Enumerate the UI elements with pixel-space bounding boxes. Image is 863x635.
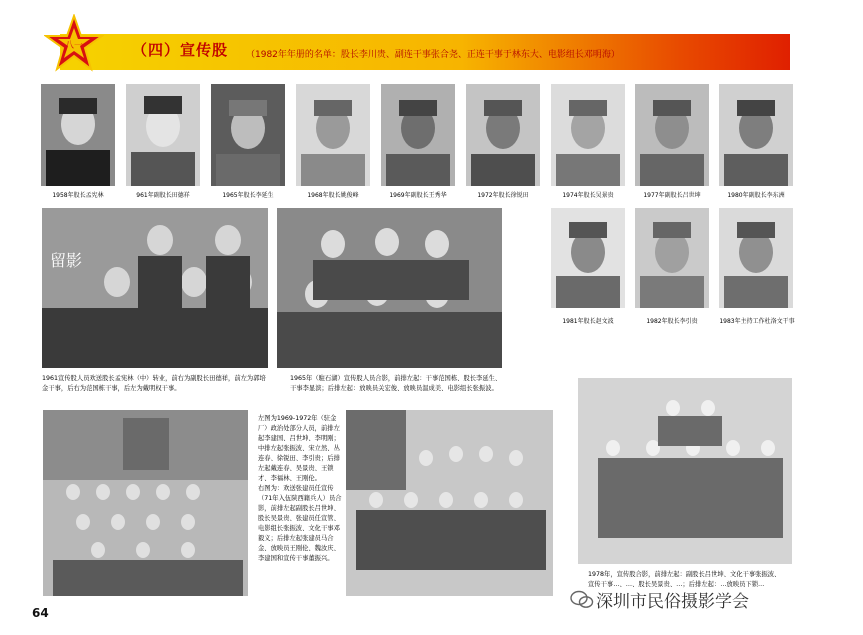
portrait-photo (126, 84, 200, 186)
group-photo-1969-caption-left: 左图为1969-1972年（驻金厂）政治处部分人员，前排左起李建国、吕世坤、李明刚；中排左起张振波、宋立然、丛连春、徐锐田、李引贵；后排左起戴连春、吴景贵、王锁才、李福林、王刚伦。 (258, 415, 340, 482)
portrait-photo (466, 84, 540, 186)
portrait-caption: 1983年主持工作杜洛文干事 (719, 318, 795, 325)
portrait-caption: 1977年副股长吕世坤 (643, 192, 701, 199)
portrait-caption: 1965年股长李延生 (222, 192, 274, 199)
group-photo-1969-text (258, 414, 344, 564)
portrait-photo (551, 208, 625, 308)
portrait-caption: 961年副股长田德祥 (136, 192, 190, 199)
portrait-caption: 1980年副股长李东洲 (727, 192, 785, 199)
star-emblem-icon (44, 14, 104, 72)
portrait-caption: 1981年股长赵文波 (562, 318, 614, 325)
portrait-photo (551, 84, 625, 186)
portrait-caption: 1982年股长李引贵 (646, 318, 698, 325)
portrait-caption: 1974年股长吴景贵 (562, 192, 614, 199)
svg-text:留影: 留影 (50, 251, 83, 270)
portrait-caption: 1969年副股长王秀华 (389, 192, 447, 199)
portrait-photo (381, 84, 455, 186)
page-subtitle: （1982年年册的名单：股长李川贵、副连干事张合尧、正连干事于林东大、电影组长邓明海） (246, 50, 620, 60)
watermark: 深圳市民俗摄影学会 (596, 592, 749, 612)
group-photo-1978-caption: 1978年，宣传股合影，前排左起：副股长吕世坤、文化干事张振波、宣传干事…、…、股长吴景贵、…；后排左起：…放映员下锁… (588, 571, 781, 588)
page-number: 64 (32, 606, 49, 620)
group-photo-1969-caption-right: 右图为：欢送张建员任宣传（71年入伍陕西籍兵人）员合影，前排左起副股长吕世坤、股长吴景贵、张建员任宣管、电影组长张振波、文化干事邓毅义；后排左起张建员马合金、放映员王刚伦、魏汝庆、李建国和宣传干事董振兴。 (258, 485, 342, 562)
portrait-photo (211, 84, 285, 186)
group-photo-farewell (346, 410, 553, 596)
group-photo-1978 (578, 378, 792, 564)
svg-text:八一: 八一 (64, 41, 84, 51)
portrait-caption: 1958年股长孟宪林 (52, 192, 104, 199)
group-photo-1965-caption: 1965年（駐石湖）宣传股人员合影，前排左起：干事范国栋、股长李延生、干事李显滨；后排左起：放映员关宏俊、放映员温成美、电影组长张振波。 (290, 375, 502, 392)
group-photo-1961 (42, 208, 268, 368)
portrait-photo (635, 208, 709, 308)
portrait-photo (719, 84, 793, 186)
portrait-photo (635, 84, 709, 186)
portrait-photo (41, 84, 115, 186)
wechat-logo-icon (570, 590, 594, 610)
page-title: （四）宣传股 (132, 41, 229, 59)
group-photo-1969 (43, 410, 248, 596)
group-photo-1965 (277, 208, 502, 368)
portrait-photo (296, 84, 370, 186)
portrait-caption: 1972年股长徐锐田 (477, 192, 529, 199)
portrait-photo (719, 208, 793, 308)
portrait-caption: 1968年股长姚俊峰 (307, 192, 359, 199)
group-photo-1961-caption: 1961宣传股人员欢送股长孟宪林（中）转业，前右为副股长田德祥，前左为郭培金干事，后右为范国栋干事，后左为戴明权干事。 (42, 375, 266, 392)
